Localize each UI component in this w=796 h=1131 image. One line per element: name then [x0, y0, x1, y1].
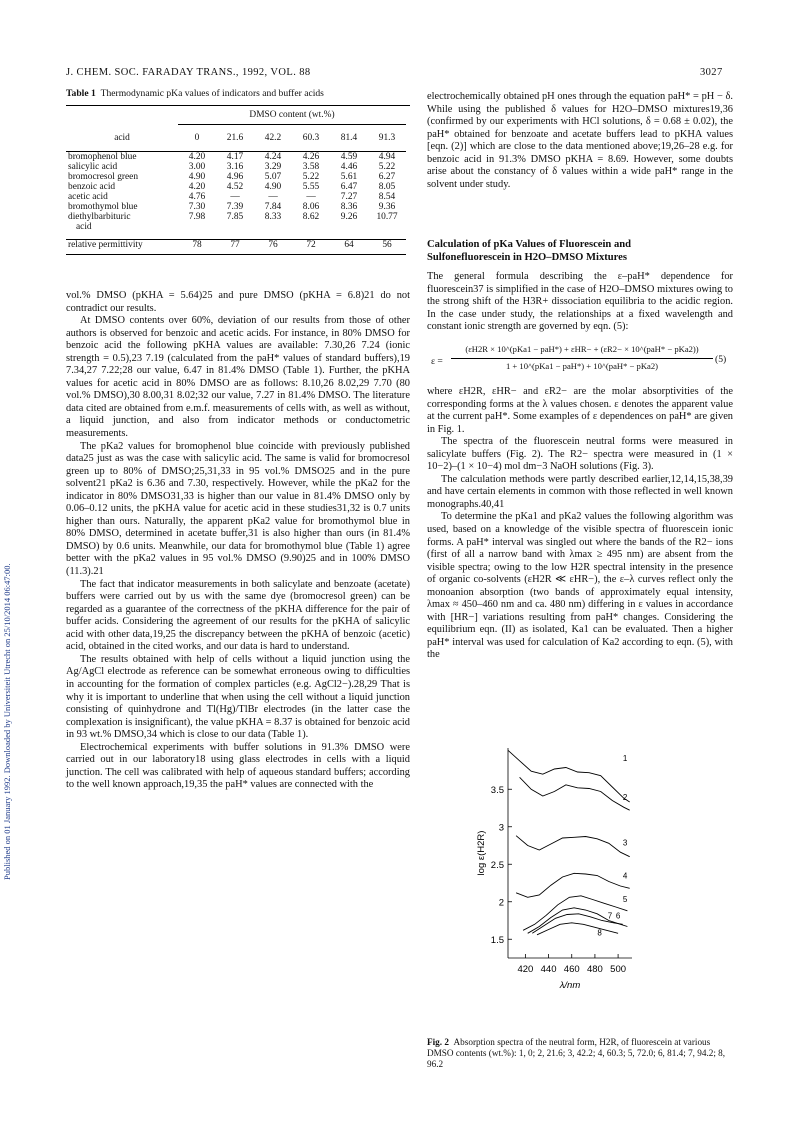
series-label: 1 [622, 753, 628, 763]
table-title: Thermodynamic pKa values of indicators and buffer acids [100, 88, 324, 99]
series-line-3 [516, 836, 630, 857]
paragraph: vol.% DMSO (pKHA = 5.64)25 and pure DMSO (pKHA = 6.8)21 do not contradict our results. [66, 290, 410, 314]
equation-denominator: 1 + 10^(pKa1 − paH*) + 10^(paH* − pKa2) [505, 361, 659, 371]
x-tick-label: 480 [586, 964, 603, 975]
y-tick-label: 3 [498, 822, 504, 834]
permittivity-row [66, 240, 406, 250]
table-cell: — [230, 192, 240, 202]
column-header: 42.2 [264, 133, 282, 143]
table-cell: — [306, 192, 316, 202]
table-cell: 8.05 [378, 182, 396, 192]
table-cell: 8.06 [302, 202, 320, 212]
row-label: bromocresol green [68, 172, 139, 182]
right-column-bottom [427, 386, 733, 662]
table-cell: 6.47 [340, 182, 358, 192]
table-cell: 5.07 [264, 172, 282, 182]
paragraph: At DMSO contents over 60%, deviation of our results from those of other authors is observed for benzoic and acetic acids. For instance, in 80% DMSO for benzoic acid the following pKHA values are available: 7.30,26 7.24 (ionic strength = 0.5),23 7.19 (calculated from the paH* values of standard buffers),19 7.34,27 7.22;28 our value, 6.47 in 81.4% DMSO (Table 1). Further, the pKHA values for acetic acid in 80% DMSO are as follows: 8.10,26 8.02,29 7.70 (80 vol.% DMSO),30 8.00,31 8.02;32 our value, 7.27 in 81.4% DMSO. The literature data cited are obtained from e.m.f. measurements of cells with, as well as without, a liquid junction, and also from indicator methods or conductometric measurements. [66, 315, 410, 440]
table-cell: 6.27 [378, 172, 396, 182]
table-cell: 8.62 [302, 212, 320, 222]
table-cell: 56 [382, 240, 392, 250]
figure-label: Fig. 2 [427, 1037, 449, 1047]
table-1 [66, 88, 410, 255]
series-line-2 [520, 777, 630, 810]
figure-2-caption [427, 1037, 733, 1070]
table-cell: 7.85 [226, 212, 244, 222]
table-label: Table 1 [66, 88, 96, 99]
right-column-mid [427, 271, 733, 334]
table-cell: 72 [306, 240, 316, 250]
row-label: benzoic acid [68, 182, 116, 192]
table-row [66, 192, 406, 202]
column-header: 60.3 [302, 133, 320, 143]
table-cell: 7.30 [188, 202, 206, 212]
series-label: 5 [622, 894, 628, 904]
table-row [66, 162, 406, 172]
x-tick-label: 440 [540, 964, 557, 975]
table-cell: 8.54 [378, 192, 396, 202]
table-cell: 4.90 [188, 172, 206, 182]
row-label: acid [76, 222, 92, 232]
table-cell: 78 [192, 240, 202, 250]
series-line-1 [508, 750, 630, 802]
section-heading [427, 239, 733, 264]
row-label: relative permittivity [68, 240, 143, 250]
table-cell: 5.55 [302, 182, 320, 192]
left-column [66, 290, 410, 792]
x-tick-label: 500 [610, 964, 627, 975]
table-cell: 4.76 [188, 192, 206, 202]
table-row [66, 212, 406, 222]
table-cell: 7.98 [188, 212, 206, 222]
paragraph: To determine the pKa1 and pKa2 values the following algorithm was used, based on a knowledge of the visible spectra of fluorescein ionic forms. A paH* interval was singled out where the bands of the R2− ions (first of all a narrow band with λmax ≥ 495 nm) are absent from the visible spectra; owing to the low H2R spectral intensity in the presence of organic co-solvents (εH2R ≪ εHR−), the ε–λ curves reflect only the monoanion absorption (two bands of approximately equal intensity, λmax ≈ 450–460 nm and ca. 480 nm) differing in ε values in accordance with [HR−] variations resulting from paH* changes. Considering the equilibrium eqn. (II) as isolated, Ka1 can be evaluated. Then a higher paH* interval was used for calculation of Ka2 according to eqn. (5), with the [427, 511, 733, 661]
download-watermark: Published on 01 January 1992. Downloaded by Universiteit Utrecht on 25/10/2014 06:47:00. [2, 563, 12, 880]
table-cell: 4.20 [188, 152, 206, 162]
row-label: bromophenol blue [68, 152, 137, 162]
y-tick-label: 3.5 [490, 784, 504, 796]
table-cell: 5.61 [340, 172, 358, 182]
paragraph: The spectra of the fluorescein neutral forms were measured in salicylate buffers (Fig. 2). The R2− spectra were measured in (1 × 10−2)–(1 × 10−4) mol dm−3 NaOH solutions (Fig. 3). [427, 436, 733, 473]
paragraph: where εH2R, εHR− and εR2− are the molar absorptivities of the corresponding forms at the λ values chosen. ε denotes the apparent value at the current paH*. Some examples of ε dependences on paH* are given in Fig. 1. [427, 386, 733, 435]
row-label: acetic acid [68, 192, 108, 202]
series-label: 4 [622, 871, 628, 881]
y-tick-label: 2.5 [490, 859, 504, 871]
table-cell: 7.27 [340, 192, 358, 202]
column-header: 21.6 [226, 133, 244, 143]
page-number: 3027 [700, 67, 723, 78]
paragraph: Electrochemical experiments with buffer solutions in 91.3% DMSO were carried out in our laboratory18 using glass electrodes in cells with a liquid junction. The cell was calibrated with help of aqueous standard buffers; according to the well known approach,19,35 the paH* values are connected with the [66, 741, 410, 791]
table-cell: 9.36 [378, 202, 396, 212]
table-cell: 4.52 [226, 182, 244, 192]
table-cell: 8.33 [264, 212, 282, 222]
paragraph: The fact that indicator measurements in both salicylate and benzoate (acetate) buffers were carried out by us with the same dye (bromocresol green) can be regarded as a guarantee of the correctness of the pKHA difference for the pair of buffer acids. Considering the agreement of our results for the pKHA of salicylic acid with other data,19,25 the discrepancy between the pKHA of benzoic (acetic) acid, obtained in the cited works, and our data is hard to understand. [66, 578, 410, 653]
table-cell: 3.58 [302, 162, 320, 172]
table-caption [66, 88, 410, 99]
table-cell: 4.17 [226, 152, 244, 162]
paragraph: electrochemically obtained pH ones through the equation paH* = pH − δ. While using the published δ values for H2O–DMSO mixtures19,36 (confirmed by our experiments with HCl solutions, δ = 0.68 ± 0.02), the paH* obtained for benzoate and acetate buffers lead to pKHA values [eqn. (2)] which are close to the data mentioned above;19,26–28 e.g. for benzoic acid in 91.3% DMSO pKHA = 8.69. However, some doubts arise about the constancy of δ values within a wide paH* range in the solvent under study. [427, 91, 733, 190]
table-cell: 4.24 [264, 152, 282, 162]
table-cell: 77 [230, 240, 240, 250]
table-cell: 3.29 [264, 162, 282, 172]
table-cell: 4.90 [264, 182, 282, 192]
x-axis-label: λ/nm [559, 980, 581, 991]
figure-caption-text: Absorption spectra of the neutral form, H2R, of fluorescein at various DMSO contents (wt.%): 1, 0; 2, 21.6; 3, 42.2; 4, 60.3; 5, 72.0; 6, 81.4; 7, 94.2; 8, 96.2 [427, 1037, 726, 1069]
row-label: diethylbarbituric [68, 212, 131, 222]
table-cell: 10.77 [376, 212, 398, 222]
table-cell: 5.22 [378, 162, 396, 172]
series-label: 3 [622, 838, 628, 848]
group-header: DMSO content (wt.%) [249, 110, 335, 120]
y-tick-label: 2 [498, 897, 504, 909]
paragraph: The general formula describing the ε–paH* dependence for fluorescein37 is simplified in the case of H2O–DMSO mixtures owing to the strong shift of the H3R+ dissociation equilibria to the acidic region. In the case under study, the relationships at a fixed wavelength and constant ionic strength are governed by eqn. (5): [427, 271, 733, 333]
series-line-4 [516, 873, 630, 897]
table-cell: 4.46 [340, 162, 358, 172]
y-tick-label: 1.5 [490, 934, 504, 946]
table-cell: 5.22 [302, 172, 320, 182]
column-header: 81.4 [340, 133, 358, 143]
paragraph: The results obtained with help of cells without a liquid junction using the Ag/AgCl electrode as reference can be somewhat erroneous owing to difficulties in accounting for the formation of complex particles (e.g. AgCl2−).28,29 That is why it is important to underline that when using the cell without a liquid junction consisting of quinhydrone and Tl(Hg)/TlBr electrodes (in the latter case the complexation is insignificant), the value pKHA = 8.37 is obtained for benzoic acid in 93 wt.% DMSO,34 which is close to our data (Table 1). [66, 653, 410, 741]
table-cell: 3.16 [226, 162, 244, 172]
y-axis-label: log ε(H2R) [476, 830, 487, 876]
table-cell: 4.96 [226, 172, 244, 182]
right-column-top [427, 91, 733, 191]
table-row [66, 152, 406, 162]
stub-header: acid [114, 133, 130, 143]
equation-5 [427, 344, 733, 380]
x-tick-label: 420 [517, 964, 534, 975]
table-cell: 4.26 [302, 152, 320, 162]
column-header: 0 [194, 133, 200, 143]
table-row [66, 202, 406, 212]
series-label: 7 [607, 911, 613, 921]
equation-lhs: ε = [431, 356, 443, 367]
table-cell: 4.59 [340, 152, 358, 162]
row-label: salicylic acid [68, 162, 118, 172]
table-cell: 4.20 [188, 182, 206, 192]
series-line-6 [528, 908, 628, 934]
row-label: bromothymol blue [68, 202, 138, 212]
equation-numerator: (εH2R × 10^(pKa1 − paH*) + εHR− + (εR2− × 10^(paH* − pKa2)) [465, 344, 699, 354]
series-label: 6 [615, 911, 621, 921]
paragraph: The pKa2 values for bromophenol blue coincide with previously published data25 just as was the case with salicylic acid. The same is valid for bromocresol green up to 80% of DMSO;25,31,33 in 95 vol.% DMSO25 and in the pure solvent21 pKa2 is 6.36 and 7.30, respectively. However, while the pKa2 for the indicator in 80% DMSO31,33 is higher than our value in 81.4% DMSO only by 0.06–0.12 units, the pKHA value for acetic acid in these studies31,32 is 0.7 units higher than ours. Naturally, the apparent pKa2 value for bromothymol blue in 80% DMSO, determined in acetate buffer,31 is also higher than ours (in 81.4% DMSO) by 0.6 units. Meanwhile, our data for bromothymol blue (Table 1) agree better with the pKa2 values in 95 vol.% DMSO (9.90)25 and in 100% DMSO (11.3).21 [66, 440, 410, 578]
table-cell: 8.36 [340, 202, 358, 212]
table-row [66, 182, 406, 192]
pka-table [66, 106, 406, 255]
table-cell: 9.26 [340, 212, 358, 222]
column-header: 91.3 [378, 133, 396, 143]
series-label: 2 [622, 792, 628, 802]
paragraph: The calculation methods were partly described earlier,12,14,15,38,39 and have certain elements in common with those reflected in well known monographs.40,41 [427, 473, 733, 510]
figure-2-chart [470, 740, 650, 1010]
table-cell: — [268, 192, 278, 202]
table-cell: 3.00 [188, 162, 206, 172]
section-title-line1: Calculation of pKa Values of Fluorescein and [427, 239, 632, 250]
table-cell: 64 [344, 240, 354, 250]
table-cell: 7.39 [226, 202, 244, 212]
table-cell: 76 [268, 240, 278, 250]
section-title-line2: Sulfonefluorescein in H2O–DMSO Mixtures [427, 251, 628, 263]
series-line-8 [537, 923, 618, 935]
equation-number: (5) [715, 354, 727, 365]
journal-header: J. CHEM. SOC. FARADAY TRANS., 1992, VOL. 88 [66, 67, 311, 78]
table-cell: 4.94 [378, 152, 396, 162]
x-tick-label: 460 [563, 964, 580, 975]
table-row-continuation [66, 222, 406, 232]
series-label: 8 [597, 928, 602, 938]
table-row [66, 172, 406, 182]
table-cell: 7.84 [264, 202, 282, 212]
